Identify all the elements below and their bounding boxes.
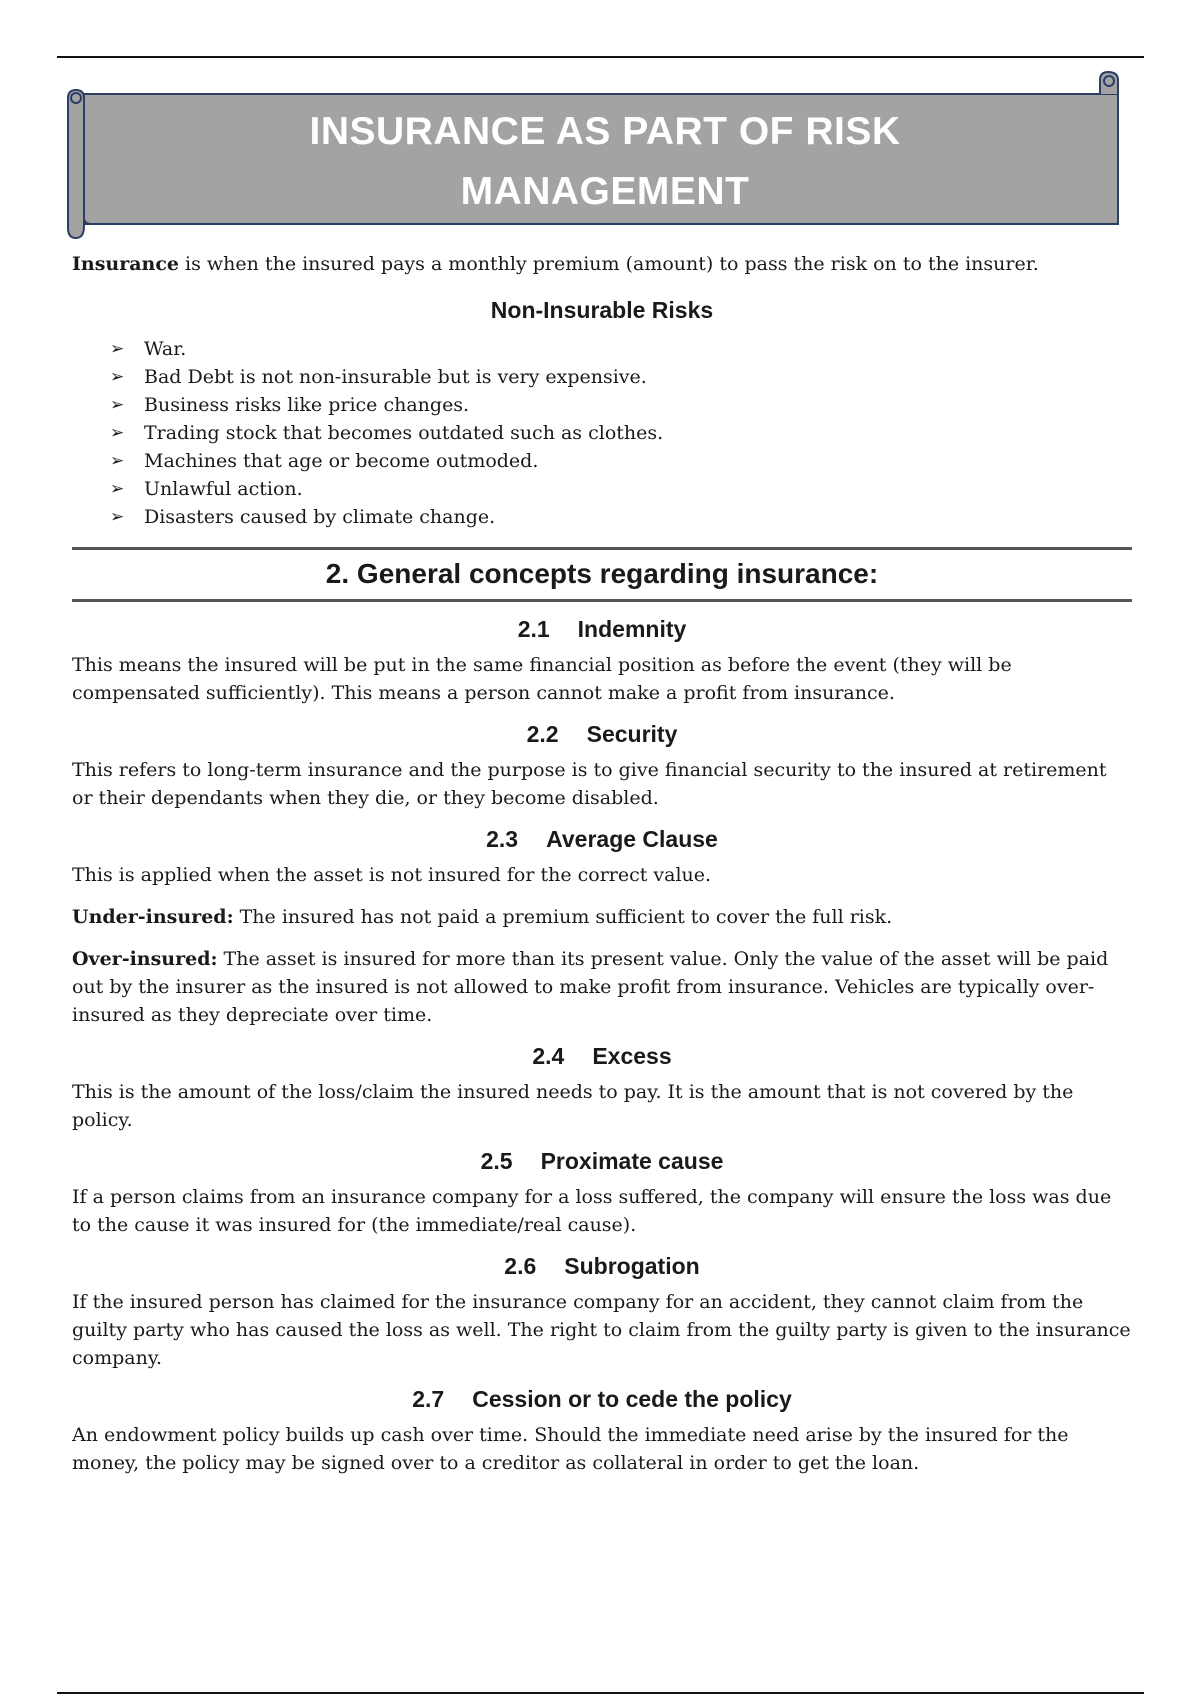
under-insured-text: The insured has not paid a premium sufficient to cover the full risk. xyxy=(233,906,893,928)
over-insured-text: The asset is insured for more than its present value. Only the value of the asset will be paid out by the insurer as the insured is not allowed to make profit from insurance. Vehicles are typically over-insured as they depreciate over time. xyxy=(72,948,1109,1026)
subsection-heading-subrogation xyxy=(72,1251,1132,1281)
average-clause-paragraph: This is applied when the asset is not insured for the correct value. xyxy=(72,864,712,886)
over-insured-term: Over-insured: xyxy=(72,948,218,970)
subsection-number: 2.3 xyxy=(486,826,519,852)
security-paragraph: This refers to long-term insurance and the purpose is to give financial security to the insured at retirement or their dependants when they die, or they become disabled. xyxy=(72,759,1107,809)
subsection-heading-excess xyxy=(72,1041,1132,1071)
list-item-text: Trading stock that becomes outdated such as clothes. xyxy=(144,422,664,444)
list-item xyxy=(110,503,1132,531)
intro-paragraph xyxy=(72,250,1132,278)
subsection-title: Indemnity xyxy=(577,616,687,642)
arrowhead-bullet-icon: ➢ xyxy=(110,367,125,387)
section-heading-band xyxy=(72,547,1132,602)
under-insured-term: Under-insured: xyxy=(72,906,234,928)
list-item xyxy=(110,419,1132,447)
subsection-heading-indemnity xyxy=(72,614,1132,644)
banner-title xyxy=(100,102,1110,222)
cession-paragraph: An endowment policy builds up cash over time. Should the immediate need arise by the insured for the money, the policy may be signed over to a creditor as collateral in order to get the loan. xyxy=(72,1424,1069,1474)
indemnity-paragraph: This means the insured will be put in the same financial position as before the event (they will be compensated sufficiently). This means a person cannot make a profit from insurance. xyxy=(72,654,1012,704)
subsection-heading-average-clause xyxy=(72,824,1132,854)
subsection-title: Proximate cause xyxy=(540,1148,724,1174)
list-item-text: Bad Debt is not non-insurable but is very expensive. xyxy=(144,366,647,388)
subrogation-paragraph: If the insured person has claimed for the insurance company for an accident, they cannot claim from the guilty party who has caused the loss as well. The right to claim from the guilty party is given to the insurance company. xyxy=(72,1291,1131,1369)
subsection-number: 2.1 xyxy=(517,616,550,642)
subsection-title: Average Clause xyxy=(546,826,718,852)
proximate-cause-paragraph: If a person claims from an insurance company for a loss suffered, the company will ensure the loss was due to the cause it was insured for (the immediate/real cause). xyxy=(72,1186,1112,1236)
list-item-text: Disasters caused by climate change. xyxy=(144,506,496,528)
banner-title-line2: MANAGEMENT xyxy=(460,170,750,213)
title-banner xyxy=(60,68,1140,248)
arrowhead-bullet-icon: ➢ xyxy=(110,395,125,415)
non-insurable-heading: Non-Insurable Risks xyxy=(490,297,714,323)
non-insurable-list xyxy=(72,335,1132,531)
subsection-number: 2.6 xyxy=(504,1253,537,1279)
arrowhead-bullet-icon: ➢ xyxy=(110,339,125,359)
list-item-text: War. xyxy=(144,338,187,360)
list-item xyxy=(110,447,1132,475)
banner-title-line1: INSURANCE AS PART OF RISK xyxy=(309,110,901,153)
list-item-text: Unlawful action. xyxy=(144,478,303,500)
over-insured-paragraph xyxy=(72,945,1132,1029)
section-title: 2. General concepts regarding insurance: xyxy=(325,558,879,589)
subsection-title: Subrogation xyxy=(564,1253,700,1279)
document-body xyxy=(72,250,1132,1477)
intro-term: Insurance xyxy=(72,253,180,275)
subsection-heading-security xyxy=(72,719,1132,749)
subsection-title: Excess xyxy=(592,1043,672,1069)
subsection-number: 2.4 xyxy=(532,1043,565,1069)
under-insured-paragraph xyxy=(72,903,1132,931)
excess-paragraph: This is the amount of the loss/claim the insured needs to pay. It is the amount that is not covered by the policy. xyxy=(72,1081,1074,1131)
list-item-text: Machines that age or become outmoded. xyxy=(144,450,539,472)
subsection-number: 2.7 xyxy=(412,1386,445,1412)
list-item-text: Business risks like price changes. xyxy=(144,394,470,416)
arrowhead-bullet-icon: ➢ xyxy=(110,507,125,527)
arrowhead-bullet-icon: ➢ xyxy=(110,423,125,443)
intro-text: is when the insured pays a monthly premium (amount) to pass the risk on to the insurer. xyxy=(179,253,1039,275)
list-item xyxy=(110,363,1132,391)
subsection-title: Cession or to cede the policy xyxy=(472,1386,792,1412)
subsection-number: 2.2 xyxy=(526,721,559,747)
arrowhead-bullet-icon: ➢ xyxy=(110,479,125,499)
subsection-heading-cession xyxy=(72,1384,1132,1414)
arrowhead-bullet-icon: ➢ xyxy=(110,451,125,471)
list-item xyxy=(110,391,1132,419)
bottom-rule xyxy=(57,1692,1144,1694)
list-item xyxy=(110,475,1132,503)
top-rule xyxy=(57,56,1144,58)
subsection-number: 2.5 xyxy=(480,1148,513,1174)
list-item xyxy=(110,335,1132,363)
subsection-title: Security xyxy=(586,721,678,747)
subsection-heading-proximate-cause xyxy=(72,1146,1132,1176)
